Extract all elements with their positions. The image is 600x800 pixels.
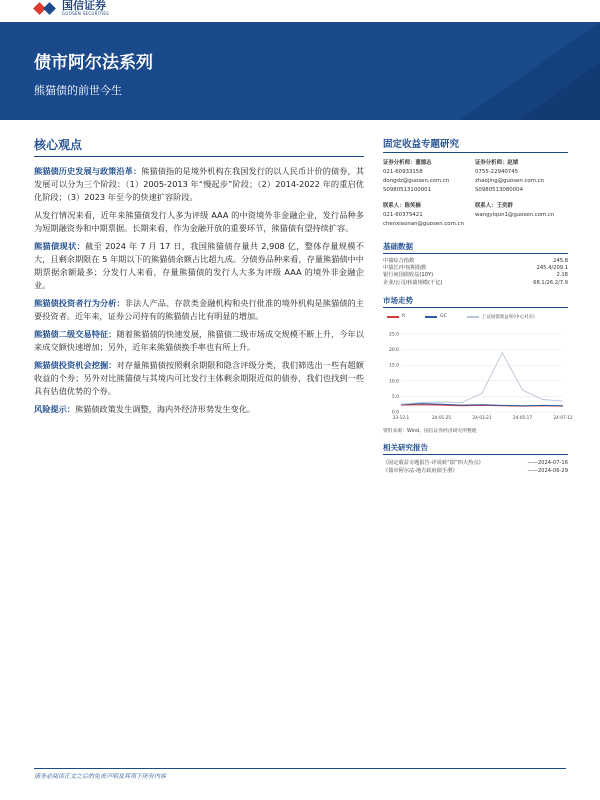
y-tick-label: 10.0 xyxy=(388,379,399,385)
basic-data-label: 中债综合指数 xyxy=(383,258,415,264)
y-tick-label: 0.0 xyxy=(391,410,399,416)
related-reports-list xyxy=(383,459,568,475)
y-tick-label: 15.0 xyxy=(388,363,399,369)
analyst-name: 赵婧 xyxy=(507,160,519,166)
title-banner xyxy=(0,22,600,120)
footer-divider xyxy=(34,768,566,769)
brand-logo xyxy=(34,0,109,16)
core-views-body xyxy=(34,165,364,416)
legend-item xyxy=(467,314,535,320)
core-views-heading: 核心观点 xyxy=(34,136,364,157)
paragraph-lead: 熊猫债投资机会挖掘： xyxy=(34,360,117,370)
report-title: 熊猫债的前世今生 xyxy=(34,84,122,97)
legend-item xyxy=(425,314,447,320)
paragraph-text: 熊猫债政策发生调整，海内外经济形势发生变化。 xyxy=(74,404,256,414)
paragraph-text: 非法人产品、存款类金融机构和央行批准的境外机构是熊猫债的主要投资者。近年来，证券公司持有的熊猫债占比有明显的增加。 xyxy=(34,298,364,321)
related-report-title[interactable]: 《债市阿尔法-地方政府债手册》 xyxy=(383,467,458,474)
paragraph-text: 截至 2024 年 7 月 17 日，我国熊猫债存量共 2,908 亿，整体存量规模不大，且剩余期限在 5 年期以下的熊猫债余额占比超九成。分债券品种来看，存量熊猫债中中期票据余额最多；分发行人来看，存量熊猫债的发行人大多为评级 AAA 的境外非金融企业。 xyxy=(34,241,364,290)
x-tick-label: 24-03-21 xyxy=(472,414,492,420)
legend-swatch xyxy=(387,316,399,318)
core-paragraph xyxy=(34,403,364,416)
x-tick-label: 24-01-25 xyxy=(431,414,452,420)
paragraph-text: 从发行情况来看，近年来熊猫债发行人多为评级 AAA 的中资境外非金融企业，发行品种多为短期融资券和中期票据。长期来看，作为金融开放的重要环节，熊猫债有望持续扩容。 xyxy=(34,210,364,233)
analyst-role: 联系人： xyxy=(383,203,405,209)
analyst-card xyxy=(475,159,568,195)
paragraph-text: 熊猫债指的是境外机构在我国发行的以人民币计价的债券，其发展可以分为三个阶段：（1）2005-2013 年“慢起步”阶段；（2）2014-2022 年的重启优化阶段；（3）2023 年至今的快速扩容阶段。 xyxy=(34,166,364,202)
legend-label: 上证国债收益率(中心对应) xyxy=(481,314,535,320)
x-tick-label: 24-05-17 xyxy=(512,414,533,420)
basic-data-row xyxy=(383,280,568,287)
core-paragraph xyxy=(34,297,364,323)
legend-item xyxy=(387,314,405,320)
sidebar xyxy=(383,136,573,475)
market-trend-heading: 市场走势 xyxy=(383,295,568,308)
analyst-name: 王奕群 xyxy=(496,203,513,209)
analyst-name: 董德志 xyxy=(415,160,432,166)
related-report-title[interactable]: 《固定收益专题报告-详说转“债”四大热点》 xyxy=(383,459,484,466)
analyst-phone: 021-60933158 xyxy=(383,169,423,175)
legend-swatch xyxy=(425,316,437,318)
y-tick-label: 25.0 xyxy=(388,332,399,338)
analyst-phone: 021-60375421 xyxy=(383,212,423,218)
legend-label: R xyxy=(402,314,406,320)
related-report-date: ——2024-07-16 xyxy=(527,459,568,466)
analyst-card xyxy=(383,202,475,229)
banner-decoration xyxy=(400,22,600,120)
analyst-email[interactable]: dongdz@guosen.com.cn xyxy=(383,178,450,184)
basic-data-value: 2.18 xyxy=(556,272,568,279)
analyst-role: 证券分析师： xyxy=(475,160,508,166)
chart-legend xyxy=(387,314,535,320)
market-trend-chart xyxy=(383,312,573,424)
legend-swatch xyxy=(467,316,479,318)
basic-data-label: 银行间国债收益(10Y) xyxy=(383,272,434,279)
core-paragraph xyxy=(34,209,364,235)
core-paragraph xyxy=(34,165,364,204)
chart-source: 资料来源：Wind、国信证券经济研究所整理 xyxy=(383,428,477,434)
analyst-email[interactable]: wangyiqun1@guosen.com.cn xyxy=(475,212,555,218)
paragraph-text: 随着熊猫债的快速发展，熊猫债二级市场成交规模不断上升，今年以来成交额快速增加；另外，近年来熊猫债换手率也有所上升。 xyxy=(34,329,364,352)
related-report-date: ——2024-06-29 xyxy=(527,467,568,474)
basic-data-value: 245.4/209.1 xyxy=(536,265,568,272)
related-reports-heading: 相关研究报告 xyxy=(383,442,568,455)
paragraph-lead: 熊猫债投资者行为分析： xyxy=(34,298,125,308)
paragraph-text: 对存量熊猫债按照剩余期限和隐含评级分类，我们筛选出一些有超额收益的个券；另外对比熊猫债与其境内可比发行主体剩余期限近似的债券，我们也找到一些具有估值优势的个券。 xyxy=(34,360,364,396)
basic-data-value: 245.8 xyxy=(553,258,568,264)
basic-data-heading: 基础数据 xyxy=(383,241,568,254)
core-paragraph xyxy=(34,328,364,354)
brand-name: 国信证券 xyxy=(62,0,106,12)
legend-label: GC xyxy=(440,314,447,320)
logo-mark-icon xyxy=(34,0,56,16)
analyst-role: 联系人： xyxy=(475,203,497,209)
report-category: 固定收益专题研究 xyxy=(383,136,568,153)
paragraph-lead: 熊猫债现状： xyxy=(34,241,86,251)
paragraph-lead: 熊猫债二级交易特征： xyxy=(34,329,117,339)
paragraph-lead: 风险提示： xyxy=(34,404,75,414)
brand-name-en: GUOSEN SECURITIES xyxy=(62,11,110,16)
y-tick-label: 5.0 xyxy=(391,394,399,400)
analyst-card xyxy=(475,202,568,229)
basic-data-row xyxy=(383,272,568,279)
analyst-role: 证券分析师： xyxy=(383,160,416,166)
analyst-cert: S0980513080004 xyxy=(475,187,524,193)
analyst-name: 陈笑楠 xyxy=(404,203,421,209)
basic-data-label: 中债长/中短期指数 xyxy=(383,265,427,272)
x-tick-label: 24-07-12 xyxy=(553,414,573,420)
x-tick-label: 23-12-1 xyxy=(392,414,410,420)
basic-data-value: 68.1/26.2/7.9 xyxy=(533,279,568,286)
basic-data-table xyxy=(383,258,568,287)
paragraph-lead: 熊猫债历史发展与政策沿革： xyxy=(34,166,142,176)
y-tick-label: 20.0 xyxy=(388,347,399,353)
analyst-phone: 0755-22940745 xyxy=(475,169,519,175)
analyst-email[interactable]: zhaojing@guosen.com.cn xyxy=(475,178,545,184)
related-report-item[interactable] xyxy=(383,459,568,467)
core-paragraph xyxy=(34,359,364,398)
report-series-title: 债市阿尔法系列 xyxy=(34,53,153,73)
analyst-email[interactable]: chenxiaonan@guosen.com.cn xyxy=(383,221,464,227)
analyst-card xyxy=(383,159,475,195)
core-views-section xyxy=(34,136,364,421)
basic-data-label: 企业/公司/转债规模(千亿) xyxy=(383,279,443,286)
analyst-cert: S0980513100001 xyxy=(383,187,432,193)
chart-plot xyxy=(383,312,573,424)
core-paragraph xyxy=(34,240,364,292)
top-bar xyxy=(0,0,600,20)
analyst-list xyxy=(383,159,568,233)
footer-disclaimer: 请务必阅读正文之后的免责声明及其项下所有内容 xyxy=(34,773,167,780)
related-report-item[interactable] xyxy=(383,467,568,475)
